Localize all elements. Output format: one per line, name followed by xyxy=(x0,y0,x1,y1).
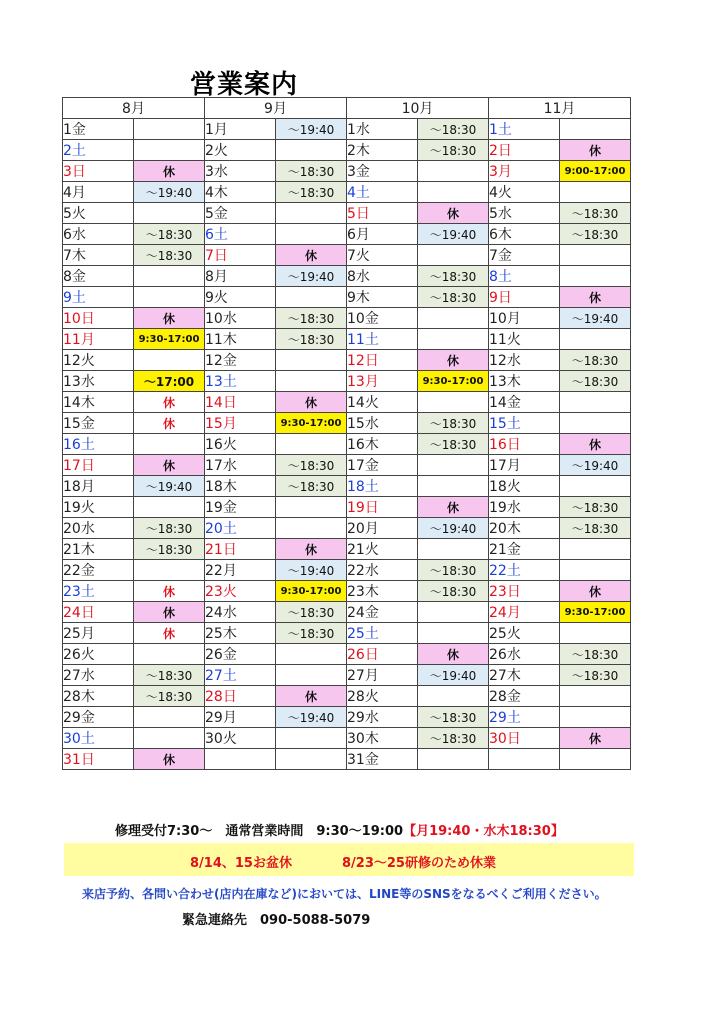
day-status: ～18:30 xyxy=(418,707,489,728)
day-status xyxy=(418,182,489,203)
day-status: 9:30-17:00 xyxy=(560,602,631,623)
day-label: 31日 xyxy=(63,749,134,770)
day-status: 休 xyxy=(276,686,347,707)
day-label: 21火 xyxy=(347,539,418,560)
day-row xyxy=(63,560,631,581)
day-status: ～18:30 xyxy=(134,686,205,707)
day-label: 7日 xyxy=(205,245,276,266)
day-label: 29水 xyxy=(347,707,418,728)
day-label: 9木 xyxy=(347,287,418,308)
day-status xyxy=(134,560,205,581)
day-row xyxy=(63,119,631,140)
day-row xyxy=(63,518,631,539)
day-row xyxy=(63,749,631,770)
day-label: 9土 xyxy=(63,287,134,308)
day-label: 20木 xyxy=(489,518,560,539)
day-status xyxy=(560,413,631,434)
day-row xyxy=(63,623,631,644)
day-label: 8水 xyxy=(347,266,418,287)
day-status: ～18:30 xyxy=(418,728,489,749)
day-status xyxy=(134,707,205,728)
day-status: ～18:30 xyxy=(560,224,631,245)
day-label: 24日 xyxy=(63,602,134,623)
day-status: ～18:30 xyxy=(418,266,489,287)
day-label: 25土 xyxy=(347,623,418,644)
day-status: ～18:30 xyxy=(560,371,631,392)
day-status: ～18:30 xyxy=(134,245,205,266)
day-status xyxy=(134,266,205,287)
day-label: 25火 xyxy=(489,623,560,644)
day-label: 22月 xyxy=(205,560,276,581)
day-status: ～18:30 xyxy=(418,119,489,140)
day-label: 23火 xyxy=(205,581,276,602)
day-label: 28日 xyxy=(205,686,276,707)
day-status: 9:30-17:00 xyxy=(418,371,489,392)
day-row xyxy=(63,413,631,434)
day-status xyxy=(418,161,489,182)
day-row xyxy=(63,686,631,707)
day-label: 18土 xyxy=(347,476,418,497)
day-label: 7火 xyxy=(347,245,418,266)
day-label: 26火 xyxy=(63,644,134,665)
day-status xyxy=(560,119,631,140)
day-label: 4土 xyxy=(347,182,418,203)
day-row xyxy=(63,182,631,203)
day-label: 13土 xyxy=(205,371,276,392)
day-status xyxy=(418,392,489,413)
day-label: 28火 xyxy=(347,686,418,707)
day-label: 30火 xyxy=(205,728,276,749)
day-status: ～18:30 xyxy=(418,434,489,455)
day-status: ～18:30 xyxy=(560,497,631,518)
day-status: ～18:30 xyxy=(276,161,347,182)
day-label: 24水 xyxy=(205,602,276,623)
day-status: ～19:40 xyxy=(276,266,347,287)
day-label: 12金 xyxy=(205,350,276,371)
day-status: ～18:30 xyxy=(134,539,205,560)
day-row xyxy=(63,371,631,392)
day-status xyxy=(276,434,347,455)
day-label: 3金 xyxy=(347,161,418,182)
day-status xyxy=(134,287,205,308)
day-status xyxy=(418,455,489,476)
day-label: 6月 xyxy=(347,224,418,245)
day-status xyxy=(134,434,205,455)
day-label: 14木 xyxy=(63,392,134,413)
holiday-notice xyxy=(64,843,634,876)
day-label: 27水 xyxy=(63,665,134,686)
day-label: 28木 xyxy=(63,686,134,707)
day-status xyxy=(560,392,631,413)
day-status: 休 xyxy=(560,581,631,602)
day-status xyxy=(276,644,347,665)
day-status xyxy=(276,665,347,686)
day-status: ～18:30 xyxy=(276,455,347,476)
day-status xyxy=(560,539,631,560)
day-status: 休 xyxy=(560,140,631,161)
day-label: 17水 xyxy=(205,455,276,476)
day-status xyxy=(134,350,205,371)
day-status xyxy=(134,203,205,224)
day-label: 6木 xyxy=(489,224,560,245)
day-label: 2火 xyxy=(205,140,276,161)
day-status xyxy=(560,245,631,266)
day-status xyxy=(276,287,347,308)
day-label: 27土 xyxy=(205,665,276,686)
day-status: 休 xyxy=(418,497,489,518)
day-status: ～19:40 xyxy=(276,707,347,728)
day-status xyxy=(134,728,205,749)
day-label: 19日 xyxy=(347,497,418,518)
month-header: 9月 xyxy=(205,98,347,119)
day-status xyxy=(418,245,489,266)
day-label: 29金 xyxy=(63,707,134,728)
day-row xyxy=(63,245,631,266)
day-label: 11火 xyxy=(489,329,560,350)
day-label xyxy=(489,749,560,770)
day-status xyxy=(560,560,631,581)
day-status: 休 xyxy=(418,203,489,224)
day-label: 9日 xyxy=(489,287,560,308)
day-label: 31金 xyxy=(347,749,418,770)
month-header: 11月 xyxy=(489,98,631,119)
day-status: 休 xyxy=(276,392,347,413)
day-label: 3水 xyxy=(205,161,276,182)
day-label: 15月 xyxy=(205,413,276,434)
day-label: 1月 xyxy=(205,119,276,140)
day-status: ～18:30 xyxy=(276,308,347,329)
day-label: 30木 xyxy=(347,728,418,749)
day-label: 12火 xyxy=(63,350,134,371)
day-status: ～17:00 xyxy=(134,371,205,392)
month-header-row xyxy=(63,98,631,119)
day-label: 8金 xyxy=(63,266,134,287)
day-status xyxy=(418,686,489,707)
day-label: 4火 xyxy=(489,182,560,203)
day-label: 18月 xyxy=(63,476,134,497)
day-status: 休 xyxy=(276,539,347,560)
day-status xyxy=(134,119,205,140)
day-status: 休 xyxy=(276,245,347,266)
day-status: ～18:30 xyxy=(560,665,631,686)
day-status xyxy=(276,224,347,245)
day-label: 22土 xyxy=(489,560,560,581)
day-row xyxy=(63,644,631,665)
day-status xyxy=(276,518,347,539)
training-notice: 8/23～25研修のため休業 xyxy=(342,856,496,871)
day-label: 16土 xyxy=(63,434,134,455)
day-status xyxy=(276,497,347,518)
day-label: 14火 xyxy=(347,392,418,413)
day-label: 21日 xyxy=(205,539,276,560)
day-label: 30土 xyxy=(63,728,134,749)
day-label: 21木 xyxy=(63,539,134,560)
day-label: 6土 xyxy=(205,224,276,245)
day-label: 6水 xyxy=(63,224,134,245)
day-status: ～18:30 xyxy=(560,203,631,224)
day-label: 14日 xyxy=(205,392,276,413)
day-row xyxy=(63,287,631,308)
day-label: 1土 xyxy=(489,119,560,140)
day-row xyxy=(63,350,631,371)
day-status xyxy=(276,203,347,224)
day-status: 休 xyxy=(134,413,205,434)
day-label: 24月 xyxy=(489,602,560,623)
day-status xyxy=(418,623,489,644)
day-row xyxy=(63,728,631,749)
day-label: 13木 xyxy=(489,371,560,392)
business-hours-special: 【月19:40・水木18:30】 xyxy=(403,824,564,839)
day-status: 休 xyxy=(134,623,205,644)
day-row xyxy=(63,203,631,224)
day-label: 11土 xyxy=(347,329,418,350)
day-label: 26水 xyxy=(489,644,560,665)
day-status: ～19:40 xyxy=(560,308,631,329)
month-header: 10月 xyxy=(347,98,489,119)
day-label: 19金 xyxy=(205,497,276,518)
day-label: 24金 xyxy=(347,602,418,623)
day-label: 21金 xyxy=(489,539,560,560)
day-status: ～18:30 xyxy=(560,350,631,371)
day-label: 17金 xyxy=(347,455,418,476)
day-status: ～19:40 xyxy=(276,119,347,140)
day-status xyxy=(418,539,489,560)
day-status xyxy=(560,623,631,644)
day-status xyxy=(276,350,347,371)
day-label: 10日 xyxy=(63,308,134,329)
day-status xyxy=(560,182,631,203)
day-status: 休 xyxy=(560,434,631,455)
day-label: 15水 xyxy=(347,413,418,434)
day-label: 5金 xyxy=(205,203,276,224)
day-label: 18火 xyxy=(489,476,560,497)
day-label: 26日 xyxy=(347,644,418,665)
day-label: 5火 xyxy=(63,203,134,224)
day-status: 休 xyxy=(560,287,631,308)
day-status xyxy=(560,749,631,770)
day-label: 16木 xyxy=(347,434,418,455)
day-row xyxy=(63,224,631,245)
day-status xyxy=(418,329,489,350)
day-status xyxy=(134,497,205,518)
day-status: ～18:30 xyxy=(276,623,347,644)
day-label: 3日 xyxy=(63,161,134,182)
day-label: 25月 xyxy=(63,623,134,644)
day-status: ～18:30 xyxy=(418,560,489,581)
day-label: 16日 xyxy=(489,434,560,455)
month-header: 8月 xyxy=(63,98,205,119)
day-label: 22金 xyxy=(63,560,134,581)
day-status: 休 xyxy=(134,161,205,182)
day-label: 14金 xyxy=(489,392,560,413)
day-status xyxy=(276,728,347,749)
day-status: ～19:40 xyxy=(134,476,205,497)
day-label: 22水 xyxy=(347,560,418,581)
day-row xyxy=(63,497,631,518)
day-status xyxy=(276,371,347,392)
calendar-table xyxy=(62,97,631,770)
day-status xyxy=(418,308,489,329)
day-label: 2木 xyxy=(347,140,418,161)
day-status xyxy=(560,707,631,728)
day-row xyxy=(63,707,631,728)
day-label: 4木 xyxy=(205,182,276,203)
day-status xyxy=(560,686,631,707)
day-label: 16火 xyxy=(205,434,276,455)
day-status xyxy=(418,602,489,623)
day-label: 26金 xyxy=(205,644,276,665)
day-status: 9:30-17:00 xyxy=(276,413,347,434)
day-label: 8月 xyxy=(205,266,276,287)
day-label: 28金 xyxy=(489,686,560,707)
day-label: 10月 xyxy=(489,308,560,329)
day-label xyxy=(205,749,276,770)
day-status: ～18:30 xyxy=(276,182,347,203)
day-status xyxy=(560,329,631,350)
day-label: 2土 xyxy=(63,140,134,161)
day-row xyxy=(63,329,631,350)
day-label: 8土 xyxy=(489,266,560,287)
day-label: 27木 xyxy=(489,665,560,686)
day-status xyxy=(276,140,347,161)
day-status: ～19:40 xyxy=(418,224,489,245)
day-label: 7金 xyxy=(489,245,560,266)
day-label: 25木 xyxy=(205,623,276,644)
day-label: 19火 xyxy=(63,497,134,518)
day-label: 15金 xyxy=(63,413,134,434)
day-status: ～19:40 xyxy=(276,560,347,581)
day-status: 休 xyxy=(134,392,205,413)
day-row xyxy=(63,308,631,329)
page-title: 営業案内 xyxy=(190,70,299,100)
day-row xyxy=(63,476,631,497)
day-label: 17月 xyxy=(489,455,560,476)
emergency-contact: 緊急連絡先 090-5088-5079 xyxy=(182,913,371,928)
day-status: 休 xyxy=(134,602,205,623)
day-label: 11月 xyxy=(63,329,134,350)
day-status: ～18:30 xyxy=(418,140,489,161)
day-label: 11木 xyxy=(205,329,276,350)
day-status: ～19:40 xyxy=(418,518,489,539)
day-label: 29土 xyxy=(489,707,560,728)
day-status: ～18:30 xyxy=(418,413,489,434)
day-status: ～18:30 xyxy=(418,581,489,602)
day-row xyxy=(63,161,631,182)
day-row xyxy=(63,140,631,161)
obon-notice: 8/14、15お盆休 xyxy=(190,856,292,871)
day-status: 9:00-17:00 xyxy=(560,161,631,182)
day-label: 13水 xyxy=(63,371,134,392)
day-status: ～18:30 xyxy=(560,518,631,539)
day-status: 休 xyxy=(134,455,205,476)
day-label: 9火 xyxy=(205,287,276,308)
day-status: ～18:30 xyxy=(134,665,205,686)
day-status xyxy=(560,266,631,287)
day-label: 10水 xyxy=(205,308,276,329)
day-row xyxy=(63,581,631,602)
day-status: 休 xyxy=(134,749,205,770)
day-status: 休 xyxy=(418,644,489,665)
day-label: 20土 xyxy=(205,518,276,539)
day-status xyxy=(560,476,631,497)
day-label: 23木 xyxy=(347,581,418,602)
calendar-body xyxy=(63,119,631,770)
day-status: ～18:30 xyxy=(276,602,347,623)
day-status: 休 xyxy=(134,581,205,602)
day-label: 7木 xyxy=(63,245,134,266)
day-status: ～18:30 xyxy=(276,476,347,497)
day-label: 13月 xyxy=(347,371,418,392)
day-status: 休 xyxy=(560,728,631,749)
day-label: 5日 xyxy=(347,203,418,224)
day-status: 9:30-17:00 xyxy=(134,329,205,350)
day-label: 1金 xyxy=(63,119,134,140)
day-label: 3月 xyxy=(489,161,560,182)
day-label: 29月 xyxy=(205,707,276,728)
day-status: ～19:40 xyxy=(418,665,489,686)
day-label: 17日 xyxy=(63,455,134,476)
day-label: 23土 xyxy=(63,581,134,602)
day-label: 20月 xyxy=(347,518,418,539)
business-hours xyxy=(115,820,564,839)
day-status: ～19:40 xyxy=(134,182,205,203)
business-hours-text: 修理受付7:30～ 通常営業時間 9:30～19:00 xyxy=(115,824,404,839)
day-label: 12日 xyxy=(347,350,418,371)
day-label: 2日 xyxy=(489,140,560,161)
day-label: 20水 xyxy=(63,518,134,539)
contact-note: 来店予約、各問い合わせ(店内在庫など)においては、LINE等のSNSをなるべくご利用ください。 xyxy=(82,887,607,901)
day-row xyxy=(63,392,631,413)
day-status: ～18:30 xyxy=(418,287,489,308)
day-label: 27月 xyxy=(347,665,418,686)
day-label: 4月 xyxy=(63,182,134,203)
day-label: 23日 xyxy=(489,581,560,602)
day-label: 10金 xyxy=(347,308,418,329)
day-status xyxy=(134,140,205,161)
day-status: 休 xyxy=(418,350,489,371)
day-row xyxy=(63,434,631,455)
day-status: ～18:30 xyxy=(134,518,205,539)
day-row xyxy=(63,602,631,623)
day-status: ～18:30 xyxy=(276,329,347,350)
day-label: 12水 xyxy=(489,350,560,371)
day-label: 18木 xyxy=(205,476,276,497)
day-status: 9:30-17:00 xyxy=(276,581,347,602)
day-label: 5水 xyxy=(489,203,560,224)
day-status: ～18:30 xyxy=(134,224,205,245)
day-status xyxy=(418,476,489,497)
day-row xyxy=(63,455,631,476)
day-status xyxy=(418,749,489,770)
day-label: 19水 xyxy=(489,497,560,518)
day-row xyxy=(63,539,631,560)
day-label: 30日 xyxy=(489,728,560,749)
day-status: 休 xyxy=(134,308,205,329)
day-status: ～18:30 xyxy=(560,644,631,665)
day-status xyxy=(276,749,347,770)
day-status xyxy=(134,644,205,665)
day-row xyxy=(63,266,631,287)
day-label: 15土 xyxy=(489,413,560,434)
day-status: ～19:40 xyxy=(560,455,631,476)
day-row xyxy=(63,665,631,686)
day-label: 1水 xyxy=(347,119,418,140)
